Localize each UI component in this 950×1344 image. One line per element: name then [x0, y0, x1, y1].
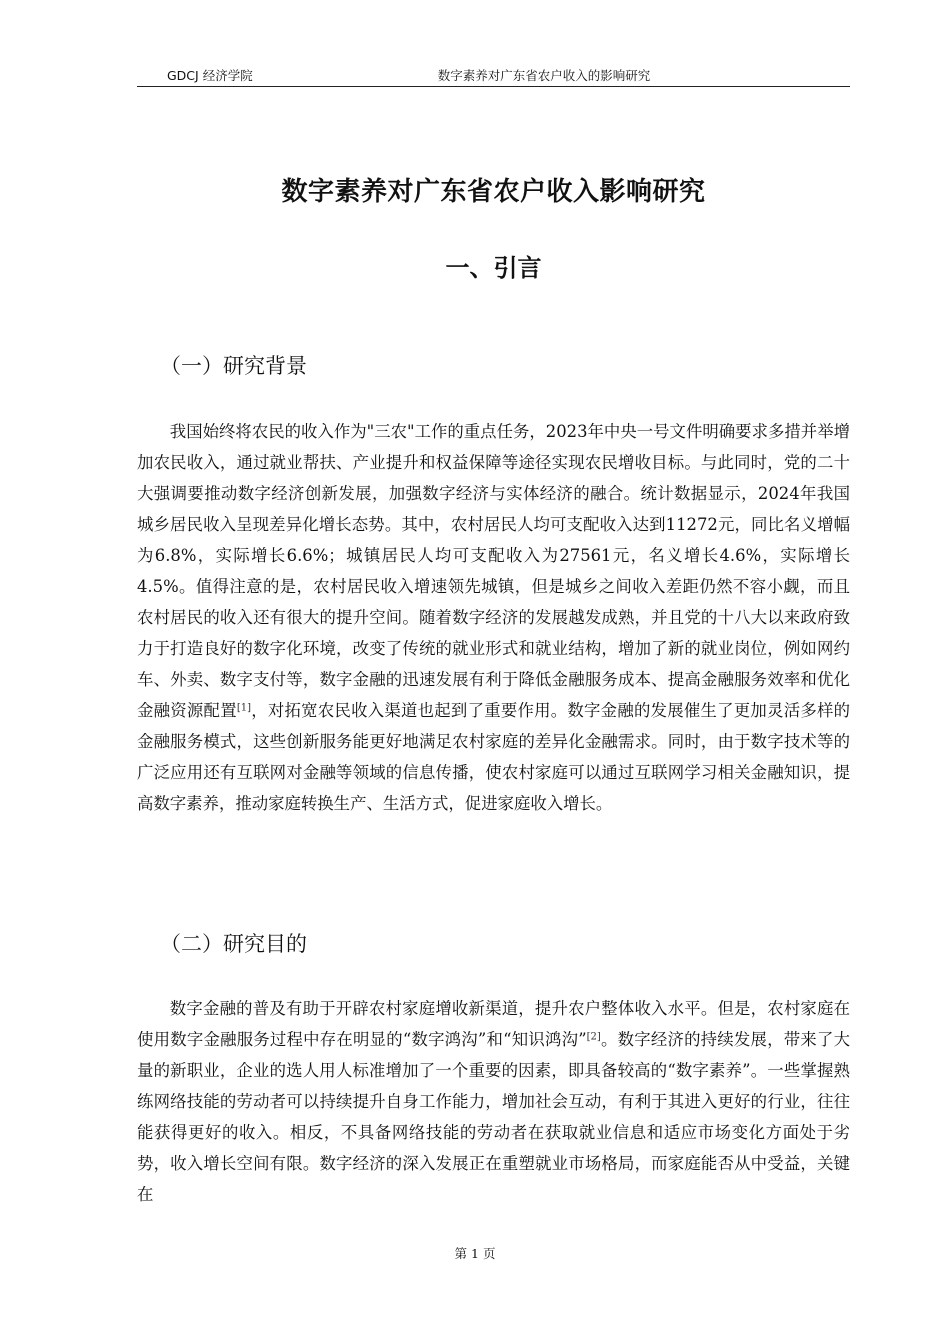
header-institution: GDCJ 经济学院	[167, 68, 253, 83]
document-title: 数字素养对广东省农户收入影响研究	[281, 177, 706, 207]
paragraph-background	[137, 416, 850, 819]
section-heading-introduction: 一、引言	[445, 254, 542, 282]
paragraph-purpose-text-2: 。数字经济的持续发展，带来了大量的新职业，企业的选人用人标准增加了一个重要的因素，即具备较高的“数字素养”。一些掌握熟练网络技能的劳动者可以持续提升自身工作能力，增加社会互动，有利于其进入更好的行业，往往能获得更好的收入。相反，不具备网络技能的劳动者在获取就业信息和适应市场变化方面处于劣势，收入增长空间有限。数字经济的深入发展正在重塑就业市场格局，而家庭能否从中受益，关键在	[137, 1030, 850, 1204]
citation-ref-1: [1]	[236, 702, 252, 714]
header-running-title: 数字素养对广东省农户收入的影响研究	[437, 68, 651, 83]
page-header	[137, 62, 850, 87]
paragraph-purpose-text-1: 数字金融的普及有助于开辟农村家庭增收新渠道，提升农户整体收入水平。但是，农村家庭在使用数字金融服务过程中存在明显的“数字鸿沟”和“知识鸿沟”	[137, 999, 850, 1049]
subsection-heading-purpose: （二）研究目的	[160, 932, 307, 956]
subsection-heading-background: （一）研究背景	[160, 354, 307, 378]
page-number: 第 1 页	[454, 1246, 496, 1261]
paragraph-background-text-1: 我国始终将农民的收入作为"三农"工作的重点任务，2023年中央一号文件明确要求多措并举增加农民收入，通过就业帮扶、产业提升和权益保障等途径实现农民增收目标。与此同时，党的二十大强调要推动数字经济创新发展，加强数字经济与实体经济的融合。统计数据显示，2024年我国城乡居民收入呈现差异化增长态势。其中，农村居民人均可支配收入达到11272元，同比名义增幅为6.8%，实际增长6.6%；城镇居民人均可支配收入为27561元，名义增长4.6%，实际增长4.5%。值得注意的是，农村居民收入增速领先城镇，但是城乡之间收入差距仍然不容小觑，而且农村居民的收入还有很大的提升空间。随着数字经济的发展越发成熟，并且党的十八大以来政府致力于打造良好的数字化环境，改变了传统的就业形式和就业结构，增加了新的就业岗位，例如网约车、外卖、数字支付等，数字金融的迅速发展有利于降低金融服务成本、提高金融服务效率和优化金融资源配置	[137, 422, 850, 720]
paragraph-background-text-2: ，对拓宽农民收入渠道也起到了重要作用。数字金融的发展催生了更加灵活多样的金融服务模式，这些创新服务能更好地满足农村家庭的差异化金融需求。同时，由于数字技术等的广泛应用还有互联网对金融等领域的信息传播，使农村家庭可以通过互联网学习相关金融知识，提高数字素养，推动家庭转换生产、生活方式，促进家庭收入增长。	[137, 701, 851, 813]
citation-ref-2: [2]	[586, 1031, 601, 1043]
paragraph-purpose	[137, 993, 850, 1210]
